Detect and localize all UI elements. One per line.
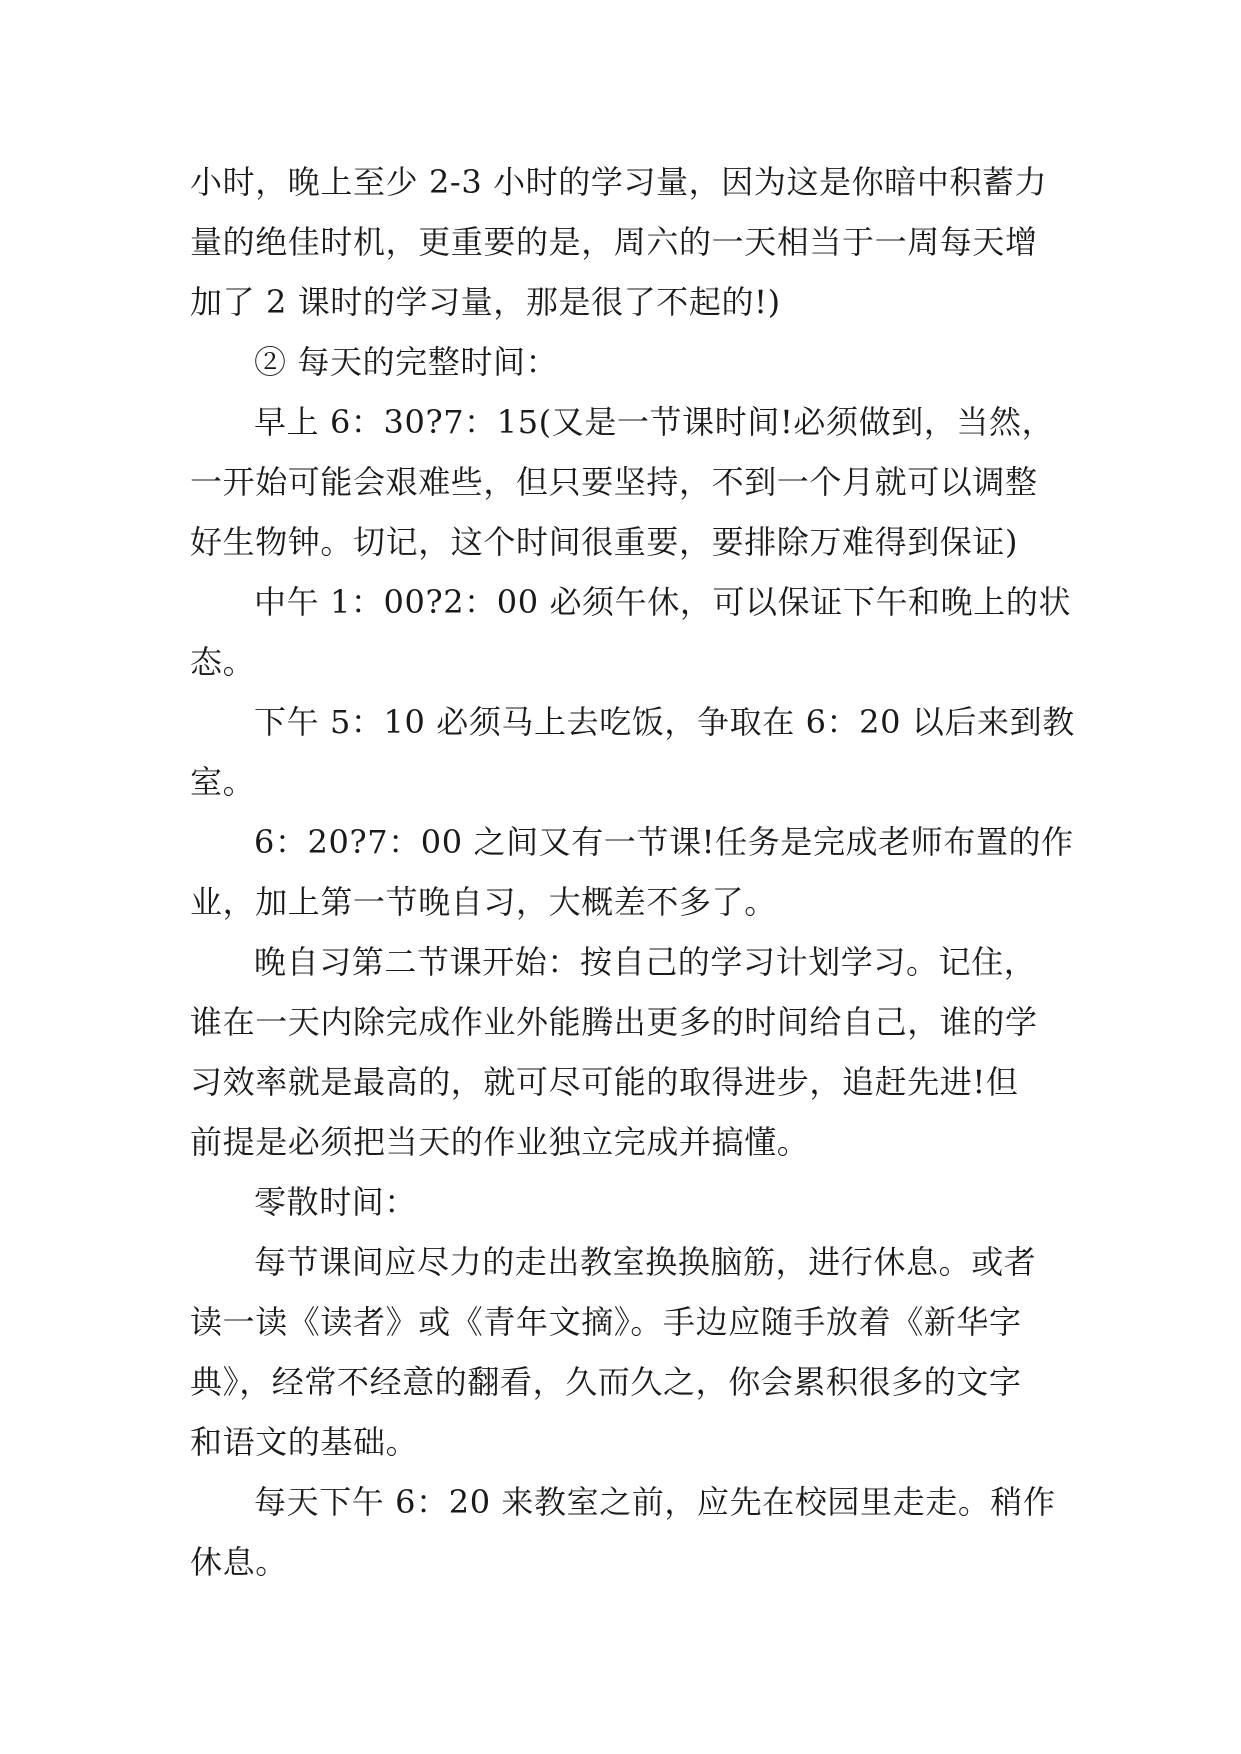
text-line: 室。: [190, 763, 256, 801]
text-line: 读一读《读者》或《青年文摘》。手边应随手放着《新华字: [190, 1303, 1022, 1341]
text-line: 每天下午 6：20 来教室之前，应先在校园里走走。稍作: [254, 1483, 1056, 1521]
text-line: 晚自习第二节课开始：按自己的学习计划学习。记住，: [254, 943, 1037, 981]
text-line: 中午 1：00?2：00 必须午休，可以保证下午和晚上的状: [254, 583, 1072, 621]
text-line: 休息。: [190, 1543, 288, 1581]
text-line: 好生物钟。切记，这个时间很重要，要排除万难得到保证): [190, 523, 1019, 561]
text-line: 前提是必须把当天的作业独立完成并搞懂。: [190, 1123, 810, 1161]
text-line: 习效率就是最高的，就可尽可能的取得进步，追赶先进!但: [190, 1063, 1019, 1101]
text-line: 业，加上第一节晚自习，大概差不多了。: [190, 883, 777, 921]
text-line: 6：20?7：00 之间又有一节课!任务是完成老师布置的作: [254, 823, 1074, 861]
text-line: 量的绝佳时机，更重要的是，周六的一天相当于一周每天增: [190, 223, 1038, 261]
text-line: 小时，晚上至少 2-3 小时的学习量，因为这是你暗中积蓄力: [190, 163, 1048, 201]
text-line: 典》，经常不经意的翻看，久而久之，你会累积很多的文字: [190, 1363, 1022, 1401]
text-line: 加了 2 课时的学习量，那是很了不起的!): [190, 283, 781, 321]
section-heading: ② 每天的完整时间：: [254, 343, 559, 381]
text-line: 态。: [190, 643, 256, 681]
text-line: 早上 6：30?7：15(又是一节课时间!必须做到，当然，: [254, 403, 1055, 441]
section-heading: 零散时间：: [254, 1183, 418, 1221]
text-line: 一开始可能会艰难些，但只要坚持，不到一个月就可以调整: [190, 463, 1038, 501]
text-line: 和语文的基础。: [190, 1423, 419, 1461]
text-line: 谁在一天内除完成作业外能腾出更多的时间给自己，谁的学: [190, 1003, 1038, 1041]
text-line: 每节课间应尽力的走出教室换换脑筋，进行休息。或者: [254, 1243, 1037, 1281]
text-line: 下午 5：10 必须马上去吃饭，争取在 6：20 以后来到教: [254, 703, 1075, 741]
